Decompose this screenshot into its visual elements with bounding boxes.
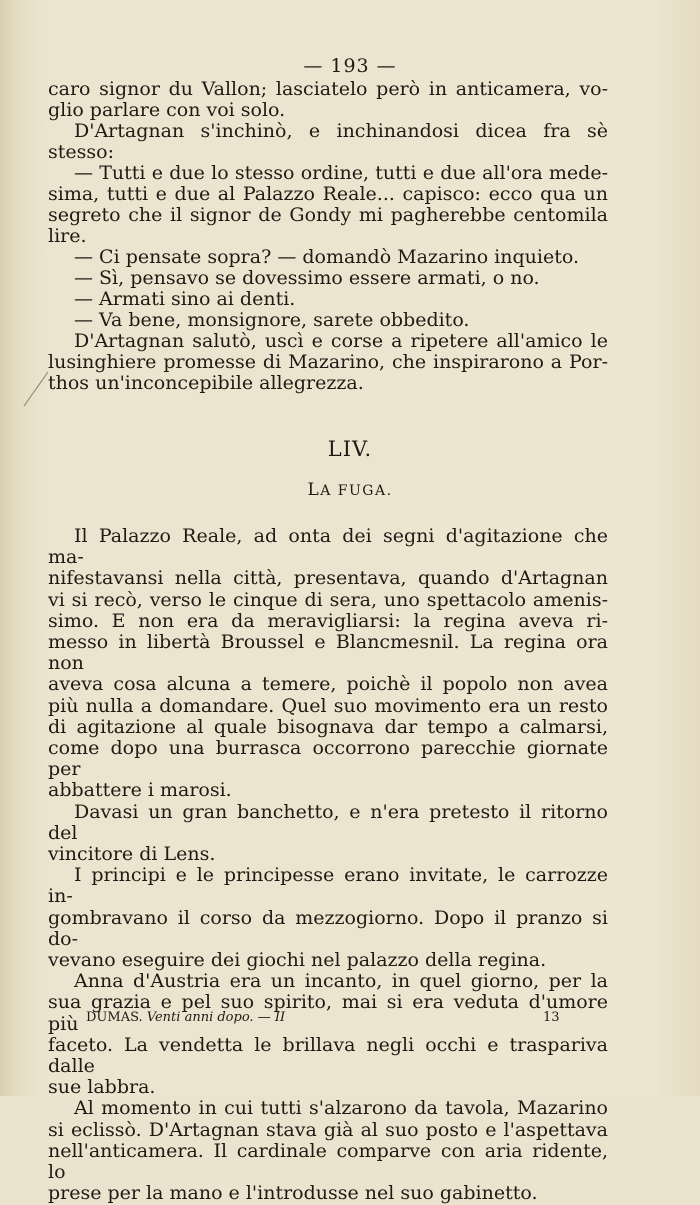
text-line: I principi e le principesse erano invitate, le carrozze in- (48, 864, 608, 908)
text-line: Anna d'Austria era un incanto, in quel giorno, per la (74, 970, 608, 993)
chapter-title-initial: L (307, 480, 321, 500)
text-line: vi si recò, verso le cinque di sera, uno spettacolo amenis- (48, 588, 608, 611)
text-line: — Va bene, monsignore, sarete obbedito. (74, 309, 470, 331)
signature-mark: 13 (543, 1010, 560, 1025)
chapter-title-rest: A FUGA. (320, 483, 393, 499)
text-line: di agitazione al quale bisognava dar tempo a calmarsi, (48, 715, 608, 738)
text-line: aveva cosa alcuna a temere, poichè il popolo non avea (48, 673, 608, 696)
chapter-number: LIV. (327, 437, 373, 461)
text-line: sima, tutti e due al Palazzo Reale... capisco: ecco qua un (48, 183, 608, 205)
text-line: — Sì, pensavo se dovessimo essere armati, o no. (74, 267, 540, 289)
text-line: — Armati sino ai denti. (74, 288, 296, 310)
text-line: vevano eseguire dei giochi nel palazzo della regina. (48, 949, 547, 972)
text-line: nifestavansi nella città, presentava, quando d'Artagnan (48, 567, 608, 590)
text-line: abbattere i marosi. (48, 779, 232, 802)
text-line: D'Artagnan salutò, uscì e corse a ripetere all'amico le (74, 330, 608, 352)
text-line: Al momento in cui tutti s'alzarono da tavola, Mazarino (74, 1097, 608, 1120)
text-line: — Tutti e due lo stesso ordine, tutti e due all'ora mede- (74, 162, 608, 184)
text-line: faceto. La vendetta le brillava negli occhi e traspariva dalle (48, 1033, 608, 1078)
text-line: sue labbra. (48, 1076, 156, 1099)
footer-book-title: Venti anni dopo. — II (146, 1010, 286, 1025)
text-line: nell'anticamera. Il cardinale comparve con aria ridente, lo (48, 1139, 608, 1184)
text-line: si eclissò. D'Artagnan stava già al suo posto e l'aspettava (48, 1118, 608, 1141)
text-line: simo. E non era da meravigliarsi: la regina aveva ri- (48, 609, 608, 632)
text-line: segreto che il signor de Gondy mi pagherebbe centomila lire. (48, 204, 608, 247)
text-line: caro signor du Vallon; lasciatelo però in anticamera, vo- (48, 78, 608, 100)
section-1-text (48, 79, 608, 394)
text-line: thos un'inconcepibile allegrezza. (48, 372, 364, 394)
text-line: come dopo una burrasca occorrono parecchie giornate per (48, 737, 608, 781)
text-line: Il Palazzo Reale, ad onta dei segni d'agitazione che ma- (48, 525, 608, 569)
text-line: prese per la mano e l'introdusse nel suo gabinetto. (48, 1182, 538, 1205)
text-line: D'Artagnan s'inchinò, e inchinandosi dicea fra sè stesso: (48, 120, 608, 163)
footer-author: DUMAS. (86, 1010, 143, 1025)
running-footer (86, 1010, 566, 1025)
text-line: sua grazia e pel suo spirito, mai si era veduta d'umore più (48, 991, 608, 1035)
chapter-title (0, 480, 700, 500)
text-line: Davasi un gran banchetto, e n'era pretesto il ritorno del (48, 800, 608, 844)
text-line: glio parlare con voi solo. (48, 99, 286, 121)
pencil-mark (20, 370, 50, 410)
text-line: più nulla a domandare. Quel suo movimento era un resto (48, 694, 608, 717)
text-line: lusinghiere promesse di Mazarino, che inspirarono a Por- (48, 351, 608, 373)
text-line: messo in libertà Broussel e Blancmesnil. La regina ora non (48, 631, 608, 675)
text-line: gombravano il corso da mezzogiorno. Dopo il pranzo si do- (48, 906, 608, 950)
page-number: — 193 — (303, 55, 397, 77)
text-line: vincitore di Lens. (48, 843, 216, 866)
section-2-text (48, 526, 608, 1205)
text-line: — Ci pensate sopra? — domandò Mazarino inquieto. (74, 246, 579, 268)
